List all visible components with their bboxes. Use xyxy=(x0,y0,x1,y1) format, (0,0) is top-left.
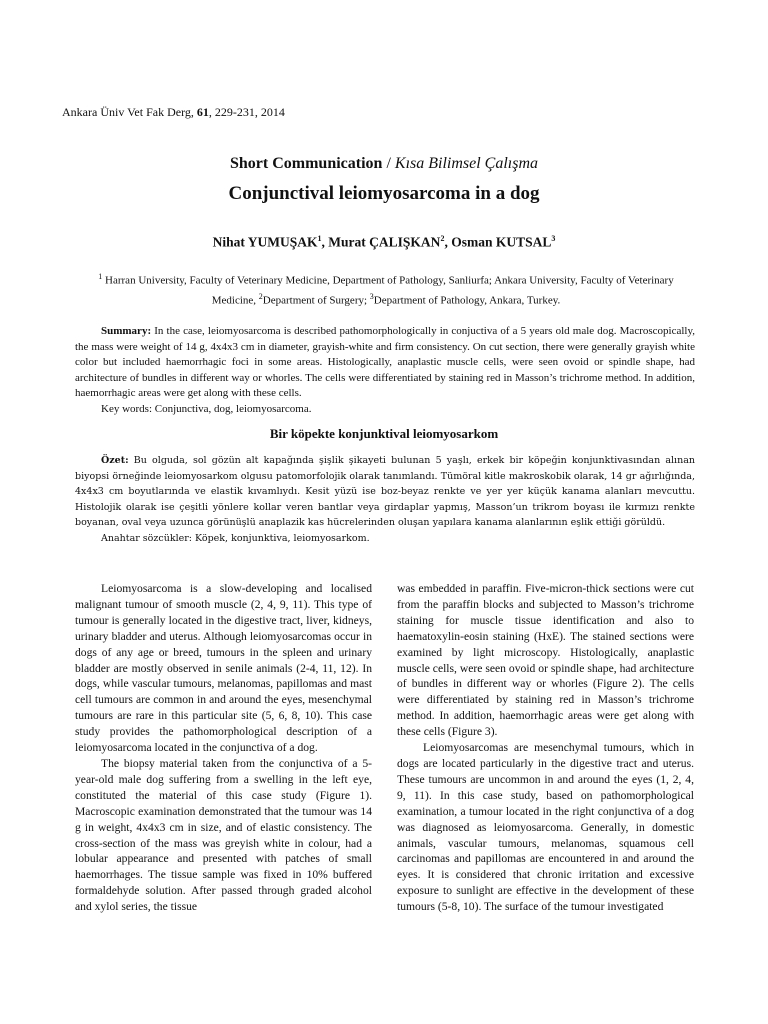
summary-text: In the case, leiomyosarcoma is described pathomorphologically in conjuctiva of a 5 years old male dog. Macroscopically, the mass were weight of 14 g, 4x4x3 cm in diameter, grayish-white and firm consistency. On cut section, there were generally grayish white color but included haemorrhagic foci in some areas. Histologically, anaplastic muscle cells, were seen ovoid or spindle shape, had architecture of bundles in different way or whorles. The cells were differentiated by staining red in Masson’s trichrome method. In addition, haemorrhagic areas were get along with these cells. xyxy=(75,325,695,399)
journal-name: Ankara Üniv Vet Fak Derg, xyxy=(62,105,197,119)
body-paragraph: Leiomyosarcomas are mesenchymal tumours, which in dogs are located particularly in the digestive tract and uterus. These tumours are uncommon in and around the eyes (1, 2, 4, 9, 11). In this case study, based on pathomorphological examination, a tumour located in the right conjunctiva of a dog was diagnosed as leiomyosarcoma. Generally, in domestic animals, vascular tumours, melanomas, squamous cell carcinomas and papillomas are encountered in and around the eyes. It is considered that chronic irritation and excessive exposure to sunlight are effective in the development of these tumours (5-8, 10). The surface of the tumour investigated xyxy=(397,741,694,914)
body-paragraph: was embedded in paraffin. Five-micron-thick sections were cut from the paraffin blocks and subjected to Masson’s trichrome staining for muscle tissue identification and also to haematoxylin-eosin staining (HxE). The stained sections were examined by light microscopy. Histologically, anaplastic muscle cells, were seen ovoid or spindle shape, had architecture of bundles in different way or whorles (Figure 2). The cells were differentiated by staining red in Masson’s trichrome method. In addition, haemorrhagic areas were get along with these cells (Figure 3). xyxy=(397,582,694,739)
summary-keywords: Key words: Conjunctiva, dog, leiomyosarcoma. xyxy=(101,402,312,415)
ozet-text: Bu olguda, sol gözün alt kapağında şişlik şikayeti bulunan 5 yaşlı, erkek bir köpeğin konjunktivasından alınan biyopsi örneğinde leiomyosarkom olgusu patomorfolojik olarak tanımlandı. Tümöral kitle makroskobik olarak, 14 gr ağırlığında, 4x4x3 cm boyutlarında ve elastik kıvamlıydı. Kesit yüzü ise boz-beyaz renkte ve yer yer küçük kanama alanları mevcuttu. Histolojik olarak ise çeşitli yönlere kollar veren bantlar veya girdaplar yapmış, Masson’un trikrom boyası ile kırmızı renkte boyanan, oval veya uzunca görünüşlü anaplazik kas hücrelerinden oluşan yapılara kanama alanlarının eşlik ettiği görüldü. xyxy=(75,455,695,528)
paper-title: Conjunctival leiomyosarcoma in a dog xyxy=(228,183,540,204)
article-type-en: Short Communication xyxy=(229,155,383,172)
summary-label: Summary: xyxy=(101,325,152,337)
body-paragraph: Leiomyosarcoma is a slow-developing and localised malignant tumour of smooth muscle (2, 4, 9, 11). This type of tumour is generally located in the digestive tract, liver, kidneys, urinary bladder and uterus. Although leiomyosarcomas occur in dogs of any age or breed, tumours in the spleen and urinary bladder are mostly observed in senile animals (2-4, 11, 12). In dogs, while vascular tumours, melanomas, papillomas and mast cell tumours are common in and around the eyes, mesenchymal tumours are rare in this particular site (5, 6, 8, 10). This case study provides the pathomorphological description of a leiomyosarcoma located in the conjunctiva of a dog. xyxy=(75,582,372,755)
journal-pages: , 229-231, 2014 xyxy=(208,105,285,119)
affil-text: Department of Pathology, Ankara, Turkey. xyxy=(373,294,561,307)
ozet-label: Özet: xyxy=(101,455,129,466)
author-name: Nihat YUMUŞAK xyxy=(212,234,318,250)
journal-volume: 61 xyxy=(196,105,209,119)
affil-mark: 2 xyxy=(258,291,263,301)
article-type-tr: Kısa Bilimsel Çalışma xyxy=(394,155,539,172)
body-column-right xyxy=(397,581,694,915)
affil-text: Department of Surgery; xyxy=(262,294,370,307)
author-name: Osman KUTSAL xyxy=(451,234,552,250)
body-paragraph: The biopsy material taken from the conjunctiva of a 5-year-old male dog suffering from a swelling in the left eye, constituted the material of this case study (Figure 1). Macroscopic examination demonstrated that the tumour was 14 g in weight, 4x4x3 cm in size, and of elastic consistency. The cross-section of the mass was greyish white in colour, had a lobular appearance and presented with patches of small haemorrhages. The tissue sample was fixed in 10% buffered formaldehyde solution. After passed through graded alcohol and xylol series, the tissue xyxy=(75,756,372,914)
ozet-block xyxy=(75,453,695,546)
ozet-keywords: Anahtar sözcükler: Köpek, konjunktiva, leiomyosarkom. xyxy=(101,532,370,544)
turkish-title: Bir köpekte konjunktival leiomyosarkom xyxy=(269,426,499,441)
article-type-separator: / xyxy=(382,155,395,172)
ozet-paragraph xyxy=(75,453,695,531)
author-separator: , xyxy=(321,234,329,250)
summary-block xyxy=(75,324,695,417)
affil-mark: 3 xyxy=(369,291,374,301)
body-column-left xyxy=(75,581,372,915)
journal-citation xyxy=(62,105,285,120)
article-type xyxy=(0,155,768,173)
author-name: Murat ÇALIŞKAN xyxy=(328,234,441,250)
author-affil-mark: 2 xyxy=(440,234,445,243)
author-affil-mark: 1 xyxy=(317,234,322,243)
affiliations xyxy=(80,269,692,308)
author-separator: , xyxy=(444,234,452,250)
author-list xyxy=(0,234,768,251)
author-affil-mark: 3 xyxy=(551,234,556,243)
summary-paragraph xyxy=(75,324,695,402)
affil-text: Harran University, Faculty of Veterinary Medicine, Department of Pathology, Sanliurfa; Ankara University, Faculty of Veterinary Medicine, xyxy=(102,274,674,307)
affil-mark: 1 xyxy=(98,272,103,281)
